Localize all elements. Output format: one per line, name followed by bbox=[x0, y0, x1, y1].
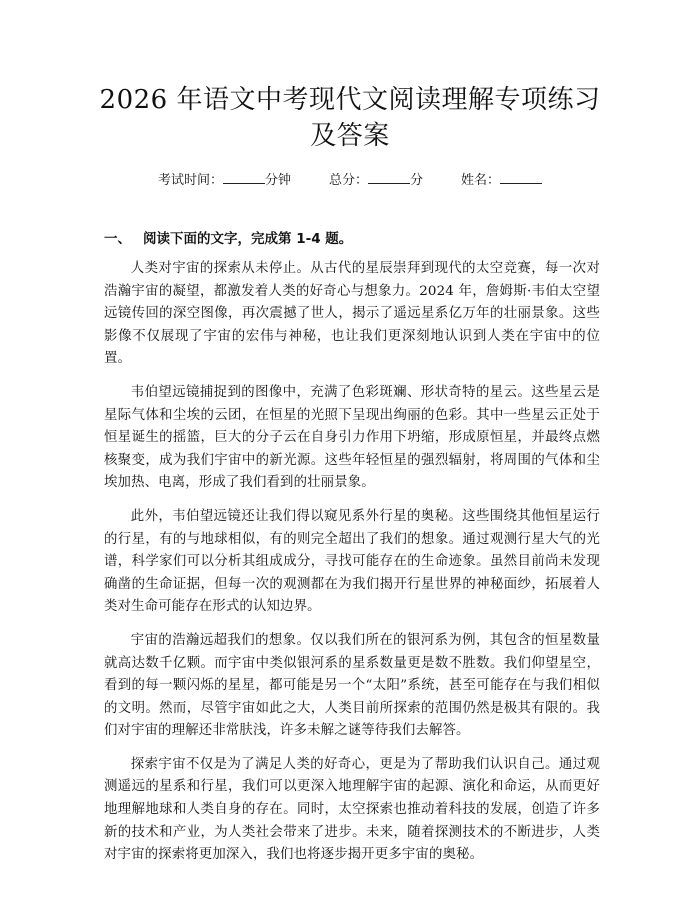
total-score-blank bbox=[368, 170, 410, 184]
student-name-field bbox=[461, 170, 542, 190]
section-heading bbox=[104, 229, 352, 249]
exam-info-row bbox=[0, 170, 700, 190]
total-score-unit: 分 bbox=[410, 173, 424, 188]
student-name-label: 姓名： bbox=[461, 173, 501, 188]
exam-time-label: 考试时间： bbox=[157, 173, 223, 188]
passage-paragraph: 人类对宇宙的探索从未停止。从古代的星辰崇拜到现代的太空竞赛，每一次对浩瀚宇宙的凝望，都激发着人类的好奇心与想象力。2024 年，詹姆斯·韦伯太空望远镜传回的深空图像，再次震撼了世人，揭示了遥远星系亿万年的壮丽景象。这些影像不仅展现了宇宙的宏伟与神秘，也让我们更深刻地认识到人类在宇宙中的位置。 bbox=[104, 261, 600, 367]
exam-time-blank bbox=[223, 170, 265, 184]
exam-time-unit: 分钟 bbox=[264, 173, 291, 188]
passage-paragraph: 韦伯望远镜捕捉到的图像中，充满了色彩斑斓、形状奇特的星云。这些星云是星际气体和尘埃的云团，在恒星的光照下呈现出绚丽的色彩。其中一些星云正处于恒星诞生的摇篮，巨大的分子云在自身引力作用下坍缩，形成原恒星，并最终点燃核聚变，成为我们宇宙中的新光源。这些年轻恒星的强烈辐射，将周围的气体和尘埃加热、电离，形成了我们看到的壮丽景象。 bbox=[104, 384, 600, 491]
exam-time-field bbox=[158, 170, 291, 190]
section-instruction: 阅读下面的文字，完成第 1-4 题。 bbox=[143, 231, 353, 247]
total-score-label: 总分： bbox=[328, 173, 368, 188]
student-name-blank bbox=[500, 170, 542, 184]
section-number: 一、 bbox=[104, 231, 131, 247]
passage-paragraph: 宇宙的浩瀚远超我们的想象。仅以我们所在的银河系为例，其包含的恒星数量就高达数千亿颗。而宇宙中类似银河系的星系数量更是数不胜数。我们仰望星空，看到的每一颗闪烁的星星，都可能是另一个“太阳”系统，甚至可能存在与我们相似的文明。然而，尽管宇宙如此之大，人类目前所探索的范围仍然是极其有限的。我们对宇宙的理解还非常肤浅，许多未解之谜等待我们去解答。 bbox=[104, 632, 600, 739]
document-title: 2026 年语文中考现代文阅读理解专项练习及答案 bbox=[99, 85, 601, 151]
total-score-field bbox=[329, 170, 423, 190]
passage-paragraph: 探索宇宙不仅是为了满足人类的好奇心，更是为了帮助我们认识自己。通过观测遥远的星系和行星，我们可以更深入地理解宇宙的起源、演化和命运，从而更好地理解地球和人类自身的存在。同时，太空探索也推动着科技的发展，创造了许多新的技术和产业，为人类社会带来了进步。未来，随着探测技术的不断进步，人类对宇宙的探索将更加深入，我们也将逐步揭开更多宇宙的奥秘。 bbox=[104, 756, 600, 863]
passage-paragraph: 此外，韦伯望远镜还让我们得以窥见系外行星的奥秘。这些围绕其他恒星运行的行星，有的与地球相似，有的则完全超出了我们的想象。通过观测行星大气的光谱，科学家们可以分析其组成成分，寻找可能存在的生命迹象。虽然目前尚未发现确凿的生命证据，但每一次的观测都在为我们揭开行星世界的神秘面纱，拓展着人类对生命可能存在形式的认知边界。 bbox=[104, 508, 600, 615]
reading-passage bbox=[104, 258, 600, 878]
